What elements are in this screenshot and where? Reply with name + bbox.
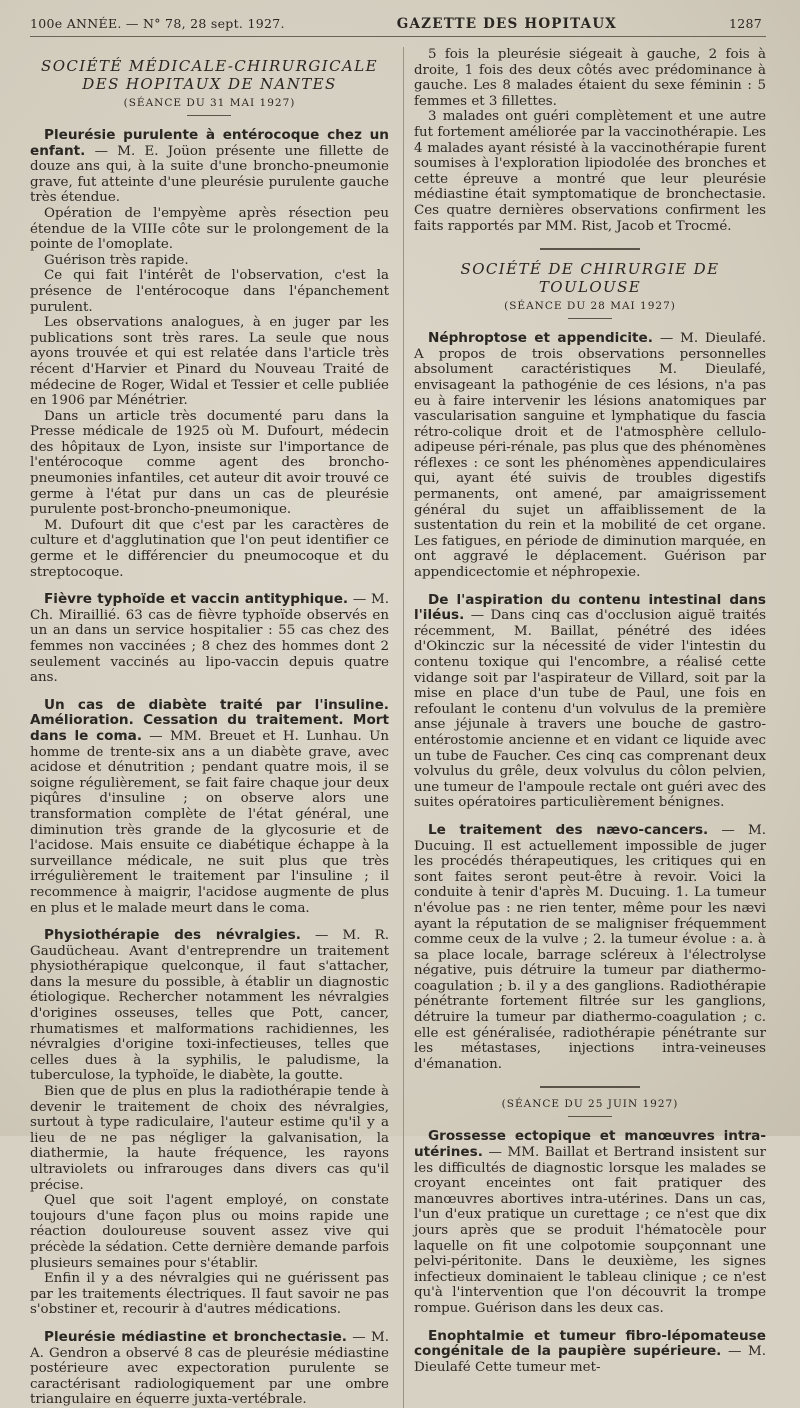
article-text: Guérison très rapide. bbox=[44, 252, 189, 268]
article bbox=[30, 928, 389, 1318]
paragraph: 5 fois la pleurésie siégeait à gauche, 2 fois à droite, 1 fois des deux côtés avec prédominance à gauche. Les 8 malades étaient du sexe féminin : 5 femmes et 3 fillettes. bbox=[413, 47, 766, 109]
session-date: (SÉANCE DU 28 MAI 1927) bbox=[504, 300, 676, 313]
article-paragraph bbox=[414, 1329, 766, 1376]
article-paragraph bbox=[30, 698, 389, 916]
article-paragraph bbox=[30, 128, 389, 206]
session-date: (SÉANCE DU 31 MAI 1927) bbox=[123, 97, 296, 109]
article-text: Ce qui fait l'intérêt de l'observation, c'est la présence de l'entérocoque dans l'épanchement purulent. bbox=[30, 268, 389, 315]
continuation-text bbox=[414, 47, 766, 234]
article-paragraph bbox=[30, 1084, 389, 1193]
article-heading: Grossesse ectopique et manœuvres intra-utérines. bbox=[413, 1128, 766, 1161]
articles bbox=[30, 128, 389, 1408]
paragraph: 3 malades ont guéri complètement et une autre fut fortement améliorée par la vaccinothérapie. Les 4 malades ayant résisté à la vaccinothérapie furent soumises à l'exploration lipiodolée des bronches et cette épreuve a montré que leur pleurésie médiastine était symptomatique de bronchectasie. Ces quatre dernières observations confirment les faits rapportés par MM. Rist, Jacob et Trocmé. bbox=[413, 109, 766, 234]
page-number: 1287 bbox=[728, 16, 762, 31]
articles bbox=[414, 1129, 766, 1375]
article-paragraph bbox=[414, 823, 766, 1073]
running-head bbox=[30, 12, 766, 37]
right-column bbox=[403, 47, 766, 1408]
article-text: Enfin il y a des névralgies qui ne guérissent pas par les traitements électriques. Il faut savoir ne pas s'obstiner et, recourir à d'autres médications. bbox=[30, 1271, 389, 1318]
divider bbox=[540, 1086, 640, 1088]
article-heading: Enophtalmie et tumeur fibro-lépomateuse congénitale de la paupière supérieure. bbox=[413, 1327, 766, 1360]
article-text: — MM. Breuet et H. Lunhau. Un homme de trente-six ans a un diabète grave, avec acidose et dénutrition ; pendant quatre mois, il se soigne régulièrement, se fait faire chaque jour deux piqûres d'insuline ; on observe alors une transformation complète de l'état général, une diminution très grande de la glycosurie et de l'acidose. Mais ensuite ce diabétique échappe à la surveillance médicale, ne suit plus que très irrégulièrement le traitement par l'insuline ; il recommence à maigrir, l'acidose augmente de plus en plus et le malade meurt dans le coma. bbox=[30, 728, 389, 916]
article-paragraph bbox=[30, 409, 389, 518]
article-heading: Le traitement des nævo-cancers. bbox=[427, 821, 709, 838]
article bbox=[414, 593, 766, 811]
left-column bbox=[30, 47, 389, 1408]
article-paragraph bbox=[30, 518, 389, 580]
article bbox=[30, 128, 389, 580]
article-paragraph bbox=[30, 1330, 389, 1408]
divider bbox=[568, 318, 612, 319]
article bbox=[414, 1329, 766, 1376]
article-paragraph bbox=[414, 331, 766, 581]
article bbox=[30, 1330, 389, 1408]
publication-title: GAZETTE DES HOPITAUX bbox=[396, 16, 617, 32]
article-text: Opération de l'empyème après résection peu étendue de la VIIIe côte sur le prolongement de la pointe de l'omoplate. bbox=[30, 205, 389, 253]
article-text: Les observations analogues, à en juger par les publications sont très rares. La seule que nous ayons trouvée et qui est relatée dans l'article très récent d'Harvier et Pinard du Nouveau Traité de médecine de Roger, Widal et Tessier et celle publiée en 1906 par Ménétrier. bbox=[30, 315, 389, 409]
article-heading: Pleurésie médiastine et bronchectasie. bbox=[44, 1328, 347, 1345]
article bbox=[414, 1129, 766, 1316]
article-paragraph bbox=[30, 592, 389, 686]
article-text: — M. A. Gendron a observé 8 cas de pleurésie médiastine postérieure avec expectoration purulente se caractérisant radiologiquement par une ombre triangulaire en équerre juxta-vertébrale. bbox=[30, 1329, 389, 1408]
article-paragraph bbox=[30, 928, 389, 1084]
article bbox=[414, 823, 766, 1073]
article-text: — M. Ch. Miraillié. 63 cas de fièvre typhoïde observés en un an dans un service hospitalier : 55 cas chez des femmes non vaccinées ; 8 chez des hommes dont 2 seulement vaccinés au lipo-vaccin depuis quatre ans. bbox=[30, 592, 389, 686]
article bbox=[30, 592, 389, 686]
columns bbox=[30, 47, 766, 1408]
article-paragraph bbox=[30, 268, 389, 315]
issue-info: 100e ANNÉE. — N° 78, 28 sept. 1927. bbox=[30, 16, 285, 31]
divider bbox=[540, 248, 640, 250]
article-paragraph bbox=[414, 593, 766, 811]
divider bbox=[187, 115, 231, 116]
article-text: — MM. Baillat et Bertrand insistent sur les difficultés de diagnostic lorsque les malades se croyant enceintes ont fait pratiquer des manœuvres abortives intra-utérines. Dans un cas, l'un d'eux pratique un curettage ; ce n'est que dix jours après que se produit l'hématocèle pour laquelle on fit une colpotomie soupçonnant une pelvi-péritonite. Dans le deuxième, les signes infectieux dominaient le tableau clinique ; ce n'est qu'à l'intervention que l'on découvrit la trompe rompue. Guérison dans les deux cas. bbox=[413, 1145, 766, 1316]
article-paragraph bbox=[30, 206, 389, 253]
article-text: M. Dufourt dit que c'est par les caractères de culture et d'agglutination que l'on peut identifier ce germe et le différencier du pneumocoque et du streptocoque. bbox=[30, 517, 389, 580]
article-heading: De l'aspiration du contenu intestinal dans l'iléus. bbox=[413, 591, 766, 624]
article-text: — M. E. Joüon présente une fillette de douze ans qui, à la suite d'une broncho-pneumonie grave, fut atteinte d'une pleurésie purulente gauche très étendue. bbox=[30, 143, 389, 206]
article bbox=[30, 698, 389, 916]
article-text: — M. R. Gaudücheau. Avant d'entreprendre un traitement physiothérapique quelconque, il faut s'attacher, dans la mesure du possible, à établir un diagnostic étiologique. Rechercher notamment les névralgies d'origines osseuses, telles que Pott, cancer, rhumatismes et malformations rachidiennes, les névralgies d'origine toxi-infectieuses, telles que celles dues à la syphilis, le paludisme, la tuberculose, la typhoïde, le diabète, la goutte. bbox=[30, 928, 389, 1084]
article-paragraph bbox=[414, 1129, 766, 1316]
article-heading: Fièvre typhoïde et vaccin antityphique. bbox=[44, 591, 349, 608]
article-heading: Physiothérapie des névralgies. bbox=[44, 927, 301, 944]
article-text: — M. Ducuing. Il est actuellement impossible de juger les procédés thérapeutiques, les critiques qui en sont faites seront peut-être à revoir. Voici la conduite à tenir d'après M. Ducuing. 1. La tumeur n'évolue pas : ne rien tenter, même pour les nævi ayant la réputation de se maligniser fréquemment comme ceux de la vulve ; 2. la tumeur évolue : a. à sa place locale, barrage scléreux à l'électrolyse négative, puis détruire la tumeur par diathermo-coagulation ; b. il y a des ganglions. Radiothérapie pénétrante fortement filtrée sur les ganglions, détruire la tumeur par diathermo-coagulation ; c. elle est généralisée, radiothérapie pénétrante sur les métastases, injections intra-veineuses d'émanation. bbox=[413, 822, 767, 1072]
article-text: — M. Dieulafé. A propos de trois observations personnelles absolument caractéristiques M. Dieulafé, envisageant la pathogénie de ces lésions, n'a pas eu à faire intervenir les lésions anatomiques par vascularisation sanguine et lymphatique du fascia rétro-colique droit et de l'atmosphère cellulo-adipeuse péri-rénale, pas plus que des phénomènes réflexes : ce sont les phénomènes appendiculaires qui, ayant été suivis de troubles digestifs permanents, ont amené, par amaigrissement général du sujet un affaiblissement de la sustentation du rein et la mobilité de cet organe. Les fatigues, en période de diminution marquée, en ont aggravé le déplacement. Guérison par appendicectomie et néphropexie. bbox=[413, 331, 766, 581]
article-text: — Dans cinq cas d'occlusion aiguë traités récemment, M. Baillat, pénétré des idées d'Okinczic sur la nécessité de vider l'intestin du contenu toxique qui l'encombre, a réalisé cette vidange soit par l'aspirateur de Villard, soit par la mise en place d'un tube de Paul, une fois en refoulant le contenu d'un volvulus de la première anse jéjunale à travers une bouche de gastro-entérostomie ancienne et en vidant ce liquide avec un tube de Faucher. Ces cinq cas comprenant deux volvulus du grêle, deux volvulus du côlon pelvien, une tumeur de l'ampoule rectale ont guéri avec des suites opératoires particulièrement bénignes. bbox=[413, 608, 766, 811]
articles bbox=[414, 331, 766, 1072]
article-paragraph bbox=[30, 315, 389, 409]
article bbox=[414, 331, 766, 581]
article-text: Dans un article très documenté paru dans la Presse médicale de 1925 où M. Dufourt, médecin des hôpitaux de Lyon, insiste sur l'importance de l'entérocoque comme agent des broncho-pneumonies infantiles, cet auteur dit avoir trouvé ce germe à l'état pur dans un cas de pleurésie purulente post-broncho-pneumonique. bbox=[30, 408, 389, 518]
society-title: SOCIÉTÉ MÉDICALE-CHIRURGICALE DES HOPITAUX DE NANTES bbox=[41, 57, 378, 93]
article-heading: Un cas de diabète traité par l'insuline. Amélioration. Cessation du traitement. Mort dans le coma. bbox=[30, 696, 389, 744]
article-heading: Pleurésie purulente à entérocoque chez un enfant. bbox=[30, 127, 389, 159]
article-heading: Néphroptose et appendicite. bbox=[427, 330, 653, 347]
article-text: Quel que soit l'agent employé, on constate toujours d'une façon plus ou moins rapide une réaction douloureuse souvent assez vive qui précède la sédation. Cette dernière demande parfois plusieurs semaines pour s'établir. bbox=[30, 1193, 389, 1271]
society-title: SOCIÉTÉ DE CHIRURGIE DE TOULOUSE bbox=[460, 260, 720, 297]
article-paragraph bbox=[30, 1193, 389, 1271]
session-date: (SÉANCE DU 25 JUIN 1927) bbox=[501, 1098, 679, 1111]
article-text: Bien que de plus en plus la radiothérapie tende à devenir le traitement de choix des névralgies, surtout à type radiculaire, l'auteur estime qu'il y a lieu de ne pas négliger la galvanisation, la diathermie, la haute fréquence, les rayons ultraviolets ou infrarouges dans divers cas qu'il précise. bbox=[30, 1084, 389, 1193]
divider bbox=[568, 1116, 612, 1117]
article-paragraph bbox=[30, 1271, 389, 1318]
article-paragraph bbox=[30, 253, 389, 269]
article-text: — M. Dieulafé Cette tumeur met- bbox=[413, 1344, 767, 1375]
